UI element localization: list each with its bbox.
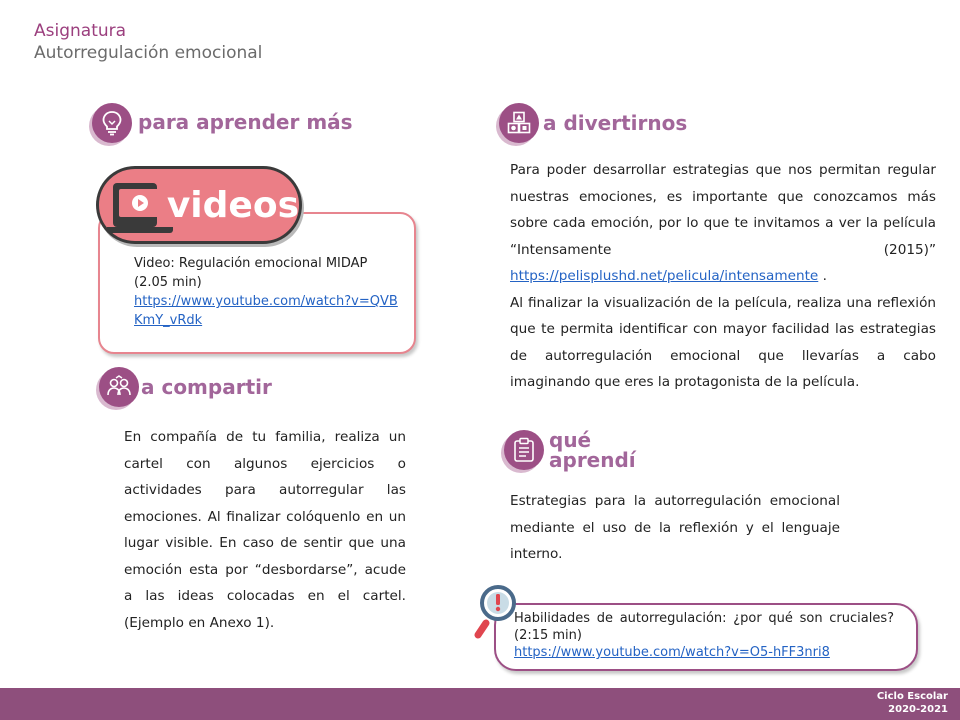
video-link[interactable]: https://www.youtube.com/watch?v=QVBKmY_vRdk bbox=[134, 294, 398, 328]
divertirnos-text bbox=[510, 157, 936, 396]
school-cycle-years: 2020-2021 bbox=[888, 704, 948, 715]
school-cycle bbox=[877, 690, 948, 716]
aprendi-text: Estrategias para la autorregulación emocional mediante el uso de la reflexión y el lenguaje interno. bbox=[510, 493, 840, 562]
people-share-icon bbox=[99, 367, 139, 407]
aprendi-title-line1: qué bbox=[549, 428, 592, 452]
magnifier-alert-icon bbox=[474, 583, 520, 641]
aprendi-title bbox=[549, 430, 636, 470]
divertirnos-intro: Para poder desarrollar estrategias que nos permitan regular nuestras emociones, es importante que conozcamos más sobre cada emoción, por lo que te invitamos a ver la película “Intensamente (2015)” bbox=[510, 162, 936, 258]
monitor-play-icon bbox=[113, 183, 157, 227]
divertirnos-title: a divertirnos bbox=[543, 111, 688, 135]
blocks-icon bbox=[499, 103, 539, 143]
footer-bar bbox=[0, 688, 960, 720]
compartir-text: En compañía de tu familia, realiza un cartel con algunos ejercicios o actividades para autorregular las emociones. Al finalizar colóquenlo en un lugar visible. En caso de sentir que una emoción esta por “desbordarse”, acude a las ideas colocadas en el cartel. (Ejemplo en Anexo 1). bbox=[124, 429, 406, 631]
page-header bbox=[34, 20, 262, 64]
divertirnos-reflection: Al finalizar la visualización de la película, realiza una reflexión que te permita identificar con mayor facilidad las estrategias de autorregulación emocional que llevarías a cabo imaginando que eres la protagonista de la película. bbox=[510, 294, 936, 390]
movie-link-suffix: . bbox=[818, 268, 827, 284]
school-cycle-label: Ciclo Escolar bbox=[876, 691, 948, 702]
aprender-title: para aprender más bbox=[138, 110, 353, 134]
clipboard-icon bbox=[504, 430, 544, 470]
subject-label: Asignatura bbox=[34, 21, 127, 41]
info-card-link[interactable]: https://www.youtube.com/watch?v=O5-hFF3nri8 bbox=[514, 645, 830, 660]
videos-badge-label: videos bbox=[166, 184, 299, 226]
video-title: Video: Regulación emocional MIDAP (2.05 min) bbox=[134, 256, 368, 290]
lightbulb-icon bbox=[92, 103, 132, 143]
movie-link[interactable]: https://pelisplushd.net/pelicula/intensamente bbox=[510, 268, 819, 284]
videos-badge bbox=[96, 166, 302, 244]
info-card bbox=[494, 603, 918, 671]
topic-label: Autorregulación emocional bbox=[34, 43, 263, 63]
compartir-title: a compartir bbox=[141, 375, 272, 399]
aprendi-title-line2: aprendí bbox=[549, 448, 636, 472]
info-card-text: Habilidades de autorregulación: ¿por qué son cruciales? (2:15 min) bbox=[514, 611, 894, 643]
